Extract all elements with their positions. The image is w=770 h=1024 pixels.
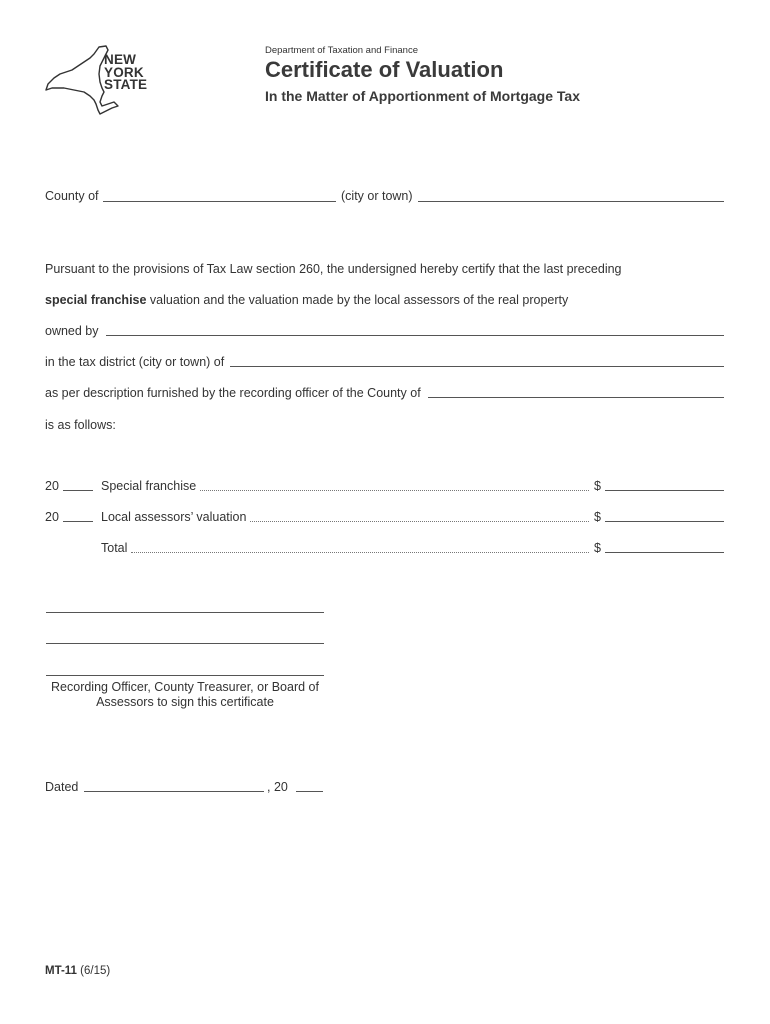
valuation-rest-text: valuation and the valuation made by the local assessors of the real property <box>146 293 569 307</box>
total-amount-field[interactable] <box>605 552 724 553</box>
dated-date-field[interactable] <box>84 791 264 792</box>
logo-line-new: NEW <box>104 52 137 67</box>
form-revision-date: (6/15) <box>80 965 111 977</box>
dated-label: Dated <box>45 780 79 794</box>
form-number <box>45 966 110 978</box>
logo-line-york: YORK <box>104 64 144 80</box>
pursuant-text: Pursuant to the provisions of Tax Law section 260, the undersigned hereby certify that the last preceding <box>45 262 622 276</box>
tax-district-label: in the tax district (city or town) of <box>45 355 225 369</box>
city-town-label: (city or town) <box>341 189 413 203</box>
local-assessors-year-field[interactable] <box>63 521 93 522</box>
county-description-field[interactable] <box>428 397 724 398</box>
dot-leader-1 <box>200 490 589 491</box>
year-prefix-2: 20 <box>45 510 59 524</box>
owned-by-field[interactable] <box>106 335 724 336</box>
description-label: as per description furnished by the recording officer of the County of <box>45 386 421 400</box>
special-franchise-year-field[interactable] <box>63 490 93 491</box>
local-assessors-amount-field[interactable] <box>605 521 724 522</box>
department-name: Department of Taxation and Finance <box>265 45 418 56</box>
special-franchise-bold: special franchise <box>45 293 147 307</box>
tax-district-field[interactable] <box>230 366 724 367</box>
form-subtitle: In the Matter of Apportionment of Mortgage Tax <box>265 88 580 104</box>
signature-caption-line-1: Recording Officer, County Treasurer, or Board of <box>51 680 319 694</box>
as-follows-text: is as follows: <box>45 418 116 432</box>
county-field[interactable] <box>103 201 336 202</box>
dot-leader-3 <box>131 552 589 553</box>
signature-line-1[interactable] <box>46 612 324 613</box>
currency-sign-1: $ <box>594 479 601 493</box>
currency-sign-3: $ <box>594 541 601 555</box>
dot-leader-2 <box>250 521 589 522</box>
signature-line-2[interactable] <box>46 643 324 644</box>
local-assessors-label: Local assessors’ valuation <box>101 510 247 524</box>
special-franchise-label: Special franchise <box>101 479 197 493</box>
form-id: MT-11 <box>45 965 77 977</box>
currency-sign-2: $ <box>594 510 601 524</box>
county-label: County of <box>45 189 99 203</box>
total-label: Total <box>101 541 128 555</box>
year-prefix-1: 20 <box>45 479 59 493</box>
valuation-sentence <box>45 294 568 307</box>
nys-logo-text <box>104 54 147 92</box>
signature-caption-line-2: Assessors to sign this certificate <box>96 695 274 709</box>
form-title: Certificate of Valuation <box>265 57 504 82</box>
city-town-field[interactable] <box>418 201 724 202</box>
logo-line-state: STATE <box>104 77 148 92</box>
special-franchise-amount-field[interactable] <box>605 490 724 491</box>
signature-line-3[interactable] <box>46 675 324 676</box>
owned-by-label: owned by <box>45 324 99 338</box>
dated-year-field[interactable] <box>296 791 323 792</box>
dated-year-prefix: , 20 <box>267 780 288 794</box>
